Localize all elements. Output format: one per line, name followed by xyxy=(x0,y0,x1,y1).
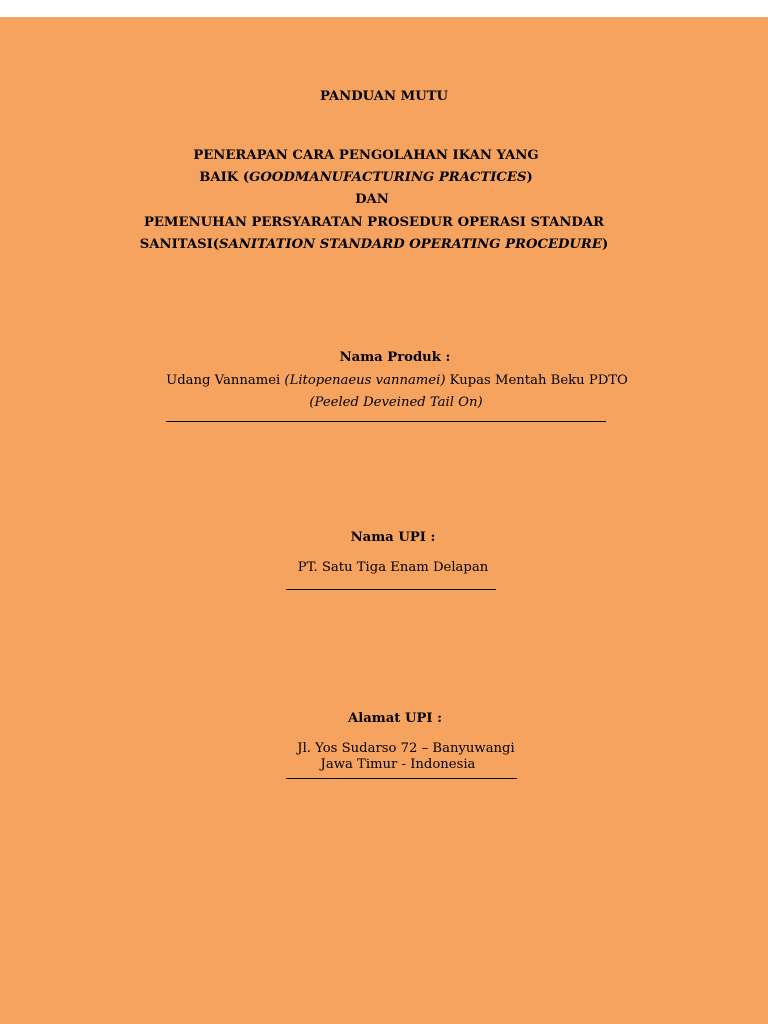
address-underline xyxy=(286,778,517,779)
product-underline xyxy=(166,421,606,422)
document-page xyxy=(0,17,768,1024)
product-name-prefix: Udang Vannamei xyxy=(166,373,285,388)
title-line-2-english: GOODMANUFACTURING PRACTICES xyxy=(249,170,527,185)
address-line-1: Jl. Yos Sudarso 72 – Banyuwangi xyxy=(297,741,515,756)
title-line-4: PEMENUHAN PERSYARATAN PROSEDUR OPERASI STANDAR xyxy=(143,215,605,230)
title-line-5 xyxy=(0,237,758,252)
title-line-5-prefix: SANITASI( xyxy=(139,237,220,252)
product-scientific-name: (Litopenaeus vannamei) xyxy=(284,373,446,388)
title-line-2 xyxy=(0,170,750,185)
upi-underline xyxy=(286,589,496,590)
title-line-3: DAN xyxy=(355,192,389,207)
address-line-2: Jawa Timur - Indonesia xyxy=(320,757,476,772)
upi-label: Nama UPI : xyxy=(350,530,436,545)
title-line-5-english: SANITATION STANDARD OPERATING PROCEDURE xyxy=(219,237,602,252)
title-line-2-suffix: ) xyxy=(526,170,533,185)
product-name xyxy=(13,373,768,388)
product-subname: (Peeled Deveined Tail On) xyxy=(309,395,483,410)
product-label: Nama Produk : xyxy=(339,350,451,365)
title-line-1: PENERAPAN CARA PENGOLAHAN IKAN YANG xyxy=(193,148,539,163)
upi-value: PT. Satu Tiga Enam Delapan xyxy=(297,560,489,575)
title-line-5-suffix: ) xyxy=(601,237,609,252)
document-type-heading: PANDUAN MUTU xyxy=(319,89,449,104)
address-label: Alamat UPI : xyxy=(347,711,442,726)
title-line-2-prefix: BAIK ( xyxy=(199,170,250,185)
product-name-suffix: Kupas Mentah Beku PDTO xyxy=(445,373,628,388)
